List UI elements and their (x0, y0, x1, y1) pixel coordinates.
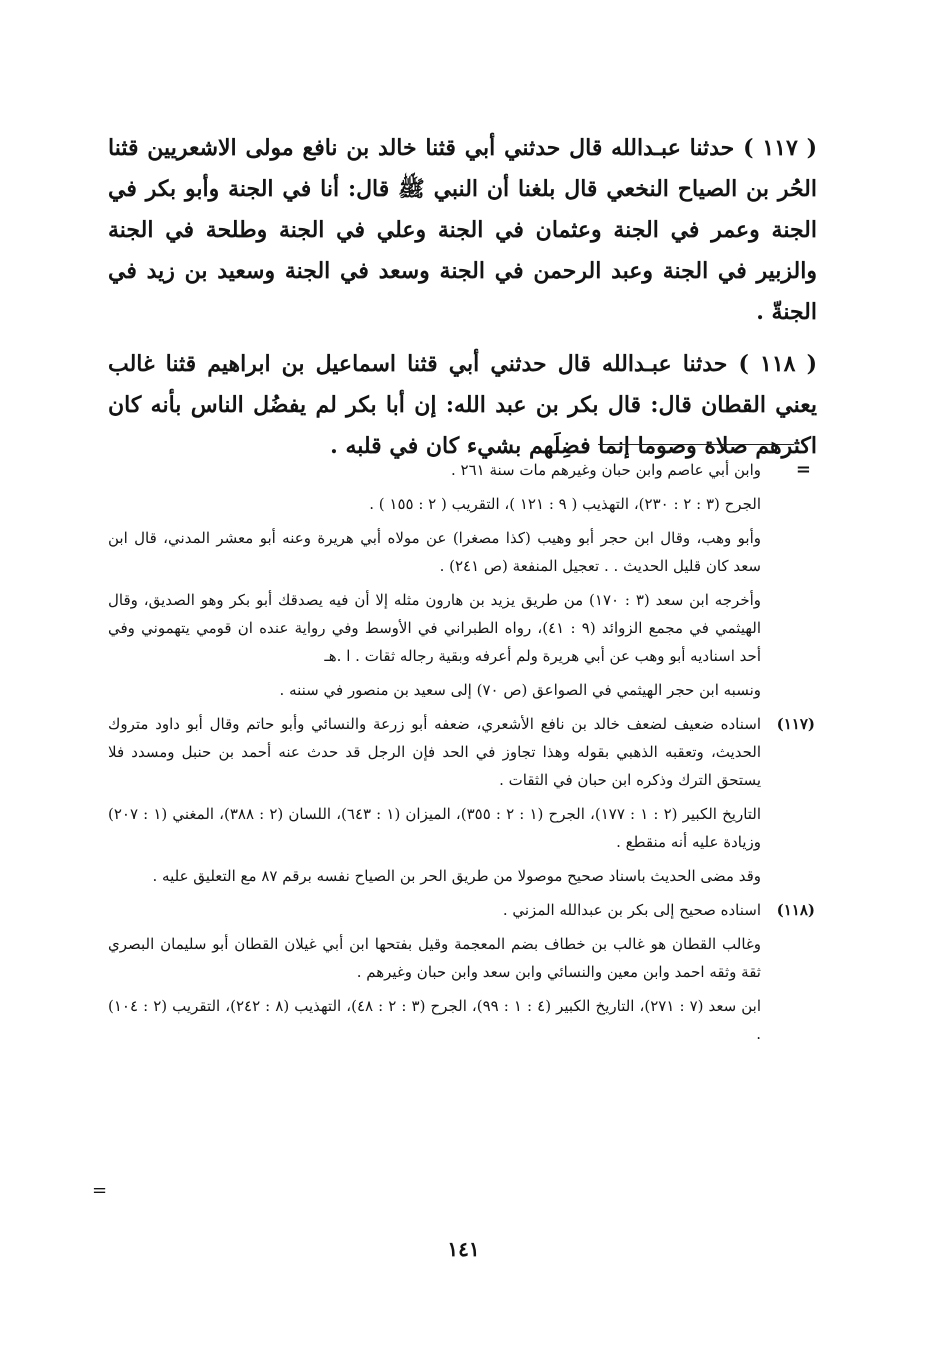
footnote-text: وغالب القطان هو غالب بن خطاف بضم المعجمة وقيل بفتحها ابن أبي غيلان القطان أبو سليمان البصري ثقة وثقه احمد وابن معين والنسائي وابن سعد وابن حبان وغيرهم . (108, 935, 761, 981)
footnote (108, 456, 815, 484)
footnote (108, 992, 815, 1048)
footnote (108, 710, 815, 794)
hadith-118 (108, 344, 817, 467)
footnote (108, 930, 815, 986)
footnote-text: الجرح (٣ : ٢ : ٢٣٠)، التهذيب ( ٩ : ١٢١ )، التقريب ( ٢ : ١٥٥ ) . (369, 495, 761, 513)
footnote-separator (598, 444, 794, 445)
footnote-text: ونسبه ابن حجر الهيثمي في الصواعق (ص ٧٠) إلى سعيد بن منصور في سننه . (279, 681, 761, 699)
footnote-text: اسناده صحيح إلى بكر بن عبدالله المزني . (502, 901, 761, 919)
page-number: ١٤١ (447, 1237, 480, 1261)
footnote (108, 676, 815, 704)
footnote-text: التاريخ الكبير (٢ : ١ : ١٧٧)، الجرح (١ : ٢ : ٣٥٥)، الميزان (١ : ٦٤٣)، اللسان (٢ : ٣٨٨)، المغني (١ : ٢٠٧) وزيادة عليه أنه منقطع . (108, 805, 762, 851)
footnote-text: اسناده ضعيف لضعف خالد بن نافع الأشعري، ضعفه أبو زرعة والنسائي وأبو حاتم وقال أبو داود متروك الحديث، وتعقبه الذهبي بقوله وهذا تجاوز في الحد فإن الرجل قد حدث عنه أحمد بن حنبل ومسدد فلا يستحق الترك وذكره ابن حبان في الثقات . (108, 715, 761, 789)
footnote (108, 800, 815, 856)
footnote (108, 862, 815, 890)
continuation-marker: = (92, 1180, 108, 1201)
footnote-text: وقد مضى الحديث باسناد صحيح موصولا من طريق الحر بن الصياح نفسه برقم ٨٧ مع التعليق عليه . (152, 867, 761, 885)
main-text (108, 128, 817, 478)
hadith-number: ( ١١٨ ) (738, 351, 817, 377)
footnotes (108, 456, 815, 1054)
footnote-text: ابن سعد (٧ : ٢٧١)، التاريخ الكبير (٤ : ١ : ٩٩)، الجرح (٣ : ٢ : ٤٨)، التهذيب (٨ : ٢٤٢)، التقريب (٢ : ١٠٤) . (108, 997, 762, 1043)
footnote (108, 586, 815, 670)
footnote-text: وابن أبي عاصم وابن حبان وغيرهم مات سنة ٢٦١ . (451, 461, 761, 479)
footnote (108, 896, 815, 924)
hadith-text: حدثنا عبـدالله قال حدثني أبي قثنا اسماعيل بن ابراهيم قثنا غالب يعني القطان قال: قال بكر بن عبد الله: إن أبا بكر لم يفضُل الناس بأنه كان اكثرهم صلاة وصوما إنما فضِلَهم بشيء كان في قلبه . (108, 351, 817, 459)
footnote (108, 524, 815, 580)
hadith-117 (108, 128, 817, 333)
footnote-marker: (١١٧) (776, 715, 815, 733)
footnote-marker: = (795, 459, 811, 480)
footnote-text: وأبو وهب، وقال ابن حجر أبو وهيب (كذا مصغرا) عن مولاه أبي هريرة وعنه أبو معشر المدني، قال ابن سعد كان قليل الحديث . . تعجيل المنفعة (ص ٢٤١) . (108, 529, 761, 575)
hadith-text: حدثنا عبـدالله قال حدثني أبي قثنا خالد بن نافع مولى الاشعريين قثنا الحُر بن الصياح النخعي قال بلغنا أن النبي ﷺ قال: أنا في الجنة وأبو بكر في الجنة وعمر في الجنة وعثمان في الجنة وعلي في الجنة وطلحة في الجنة والزبير في الجنة وعبد الرحمن في الجنة وسعد في الجنة وسعيد بن زيد في الجنةّ . (108, 135, 817, 325)
footnote-marker: (١١٨) (776, 901, 815, 919)
hadith-number: ( ١١٧ ) (743, 135, 817, 161)
footnote (108, 490, 815, 518)
footnote-text: وأخرجه ابن سعد (٣ : ١٧٠) من طريق يزيد بن هارون مثله إلا أن فيه يصدقك أبو بكر وهو الصديق، وقال الهيثمي في مجمع الزوائد (٩ : ٤١)، رواه الطبراني في الأوسط وفي رواية عنده ان قومي يتهموني وفي أحد اسناديه أبو وهب عن أبي هريرة ولم أعرفه وبقية رجاله ثقات . ا .هـ (108, 591, 762, 665)
